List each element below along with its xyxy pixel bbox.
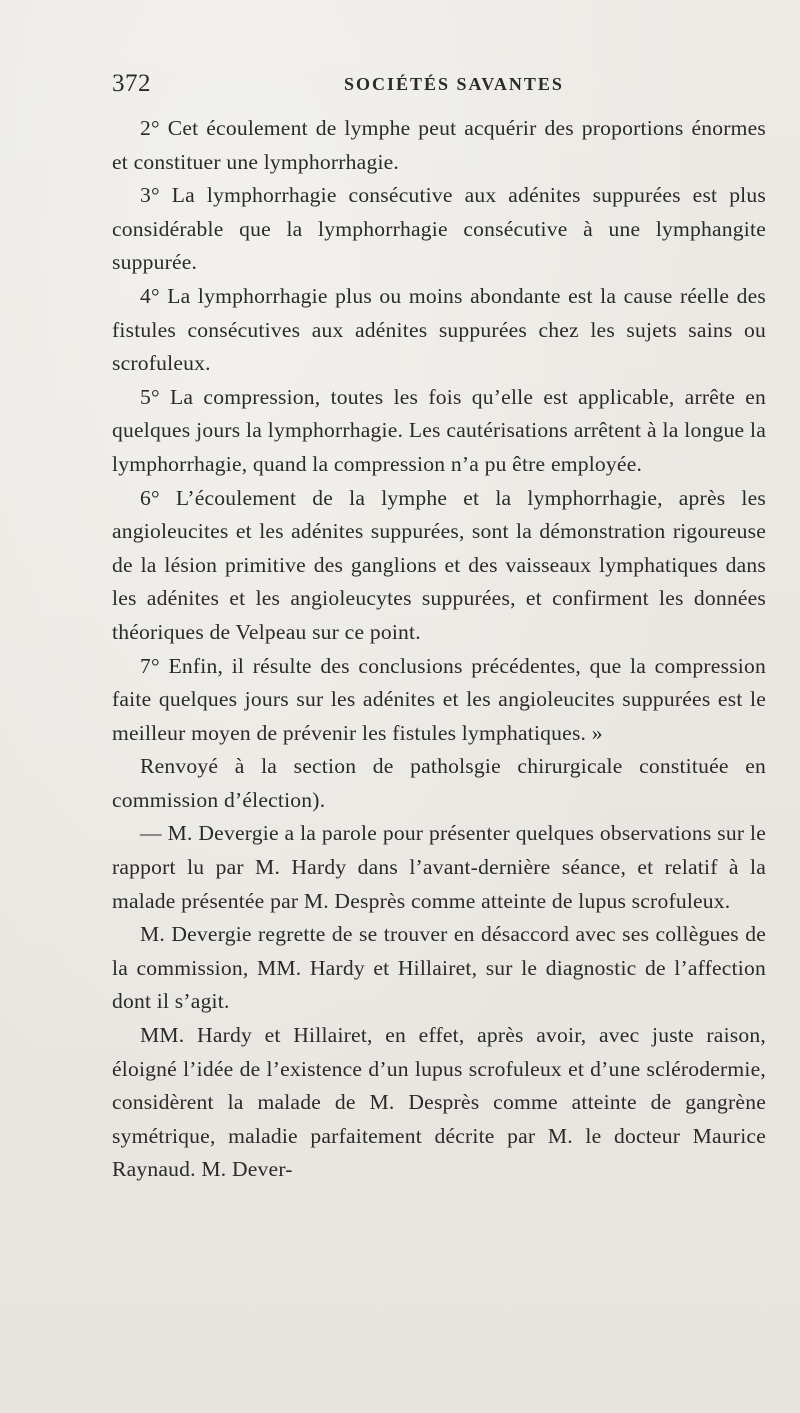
paragraph-conclusion-3: 3° La lymphorrhagie consécutive aux adénites suppurées est plus considérable que la lymphorrhagie consécutive à une lymphangite suppurée. xyxy=(112,183,766,275)
paragraph-conclusion-5: 5° La compression, toutes les fois qu’elle est applicable, arrête en quelques jours la lymphorrhagie. Les cautérisations arrêtent à la longue la lymphorrhagie, quand la compression n’a pu être employée. xyxy=(112,384,766,476)
body-text xyxy=(112,112,766,1187)
paragraph-hardy-hillairet: MM. Hardy et Hillairet, en effet, après avoir, avec juste raison, éloigné l’idée de l’existence d’un lupus scrofuleux et d’une sclérodermie, considèrent la malade de M. Desprès comme atteinte de gangrène symétrique, maladie parfaitement décrite par M. le docteur Maurice Raynaud. M. Dever- xyxy=(112,1023,766,1182)
paragraph-devergie-intro: — M. Devergie a la parole pour présenter quelques observations sur le rapport lu par M. Hardy dans l’avant-dernière séance, et relatif à la malade présentée par M. Desprès comme atteinte de lupus scrofuleux. xyxy=(112,821,766,913)
paragraph-conclusion-7: 7° Enfin, il résulte des conclusions précédentes, que la compression faite quelques jours sur les adénites et les angioleucites suppurées est le meilleur moyen de prévenir les fistules lymphatiques. » xyxy=(112,653,766,745)
paragraph-conclusion-4: 4° La lymphorrhagie plus ou moins abondante est la cause réelle des fistules consécutives aux adénites suppurées chez les sujets sains ou scrofuleux. xyxy=(112,283,766,376)
page-number: 372 xyxy=(112,70,151,97)
running-head: SOCIÉTÉS SAVANTES xyxy=(344,74,564,94)
page-header xyxy=(112,70,772,106)
paragraph-referral: Renvoyé à la section de patholsgie chirurgicale constituée en commission d’élection). xyxy=(112,754,766,812)
paragraph-devergie-disagreement: M. Devergie regrette de se trouver en désaccord avec ses collègues de la commission, MM. Hardy et Hillairet, sur le diagnostic de l’affection dont il s’agit. xyxy=(112,922,766,1014)
paragraph-conclusion-2: 2° Cet écoulement de lymphe peut acquérir des proportions énormes et constituer une lymphorrhagie. xyxy=(112,116,766,174)
paragraph-conclusion-6: 6° L’écoulement de la lymphe et la lymphorrhagie, après les angioleucites et les adénites suppurées, sont la démonstration rigoureuse de la lésion primitive des ganglions et des vaisseaux lymphatiques dans les adénites et les angioleucytes suppurées, et confirment les données théoriques de Velpeau sur ce point. xyxy=(112,485,766,644)
